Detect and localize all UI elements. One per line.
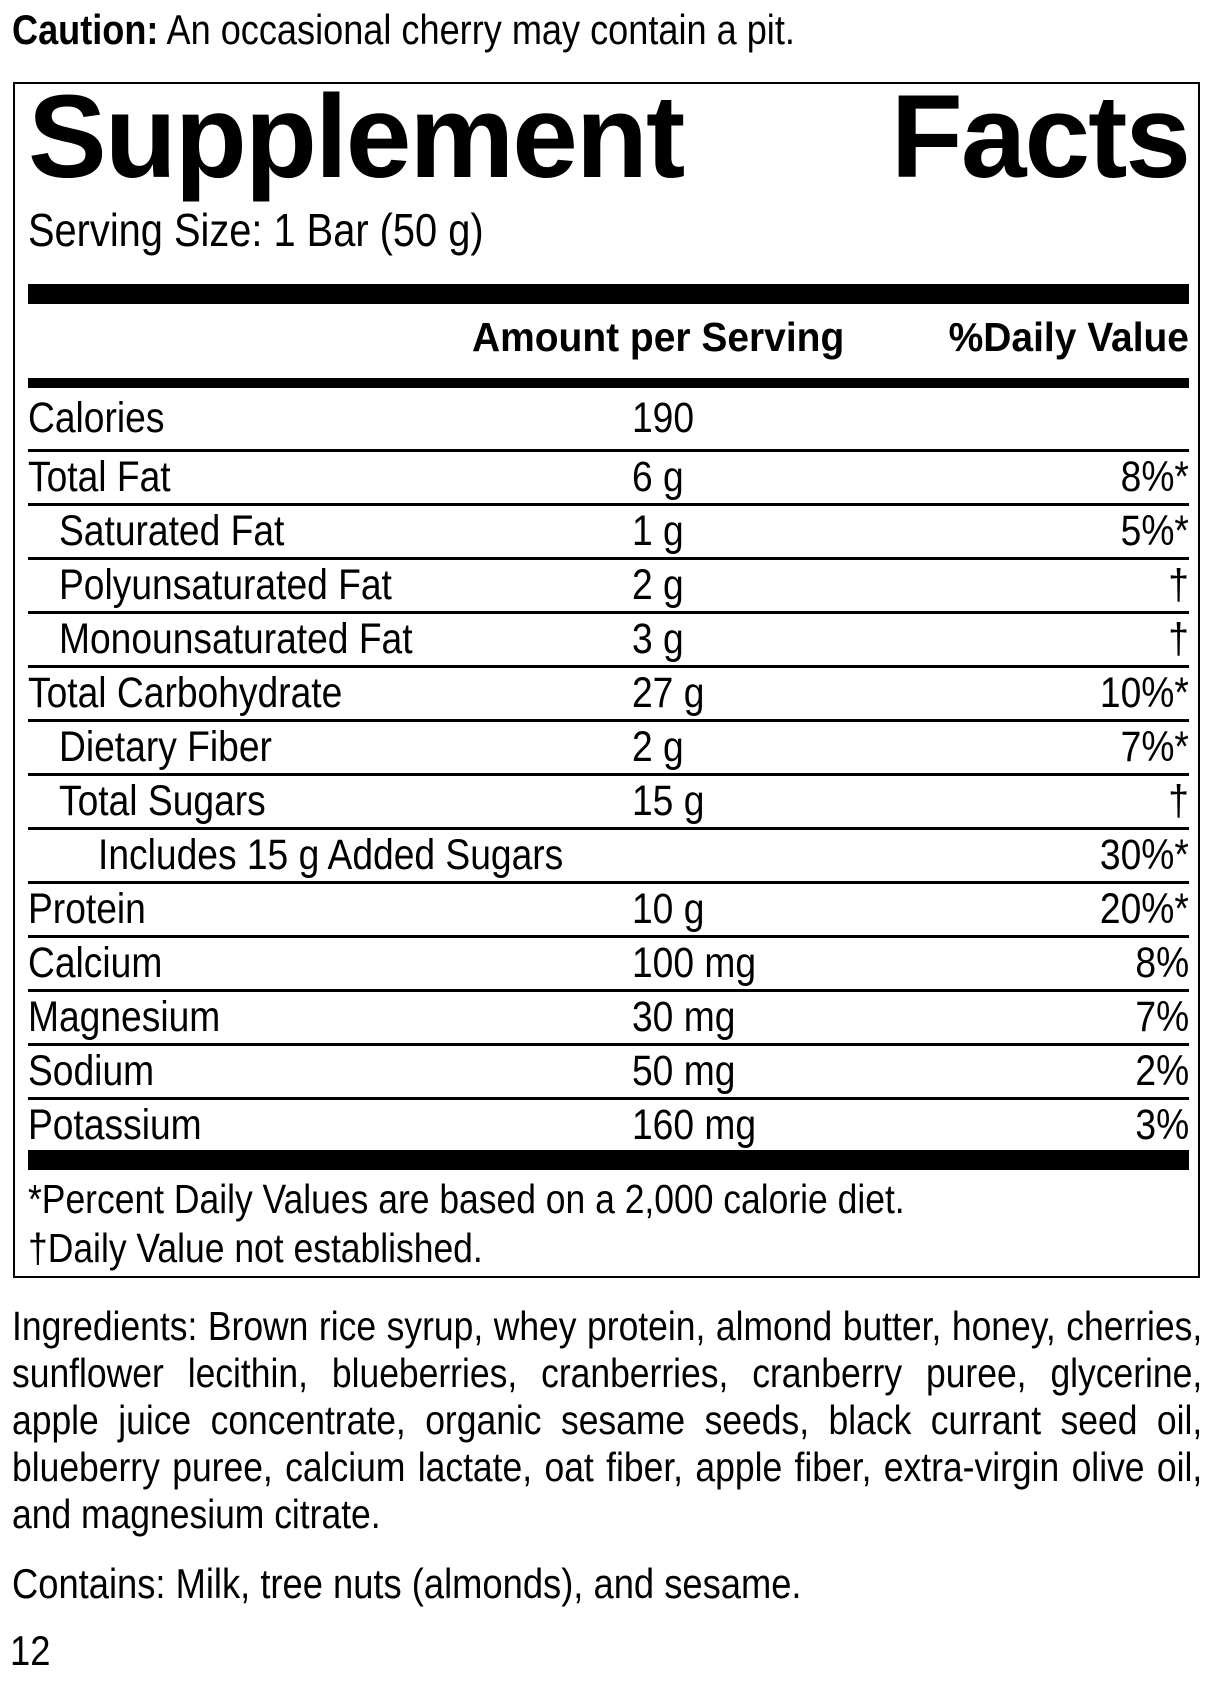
footnote-daily-value: *Percent Daily Values are based on a 2,000 calorie diet. xyxy=(28,1176,905,1222)
nutrient-dv-cell xyxy=(962,394,1189,443)
nutrient-row xyxy=(28,388,1189,452)
nutrient-row xyxy=(28,884,1189,938)
panel-title xyxy=(28,71,1189,203)
nutrient-row xyxy=(28,830,1189,884)
nutrient-name: Magnesium xyxy=(28,993,221,1041)
nutrient-amount-cell xyxy=(632,394,962,443)
nutrient-dv-cell xyxy=(962,723,1189,772)
nutrient-name: Protein xyxy=(28,885,146,933)
nutrient-dv-cell xyxy=(962,993,1189,1042)
nutrient-amount-cell xyxy=(632,669,962,718)
nutrient-dv-cell xyxy=(962,1101,1189,1150)
nutrient-amount: 100 mg xyxy=(632,939,757,987)
nutrient-name: Polyunsaturated Fat xyxy=(59,561,392,609)
nutrient-amount-cell xyxy=(632,453,962,502)
nutrient-amount-cell xyxy=(632,939,962,988)
nutrient-row xyxy=(28,1100,1189,1150)
nutrient-name-cell xyxy=(28,561,632,610)
nutrient-daily-value: 7%* xyxy=(1120,723,1189,771)
nutrient-name: Total Fat xyxy=(28,453,171,501)
nutrient-amount: 50 mg xyxy=(632,1047,736,1095)
nutrient-row xyxy=(28,722,1189,776)
nutrient-name-cell xyxy=(28,394,632,443)
nutrient-dv-cell xyxy=(962,453,1189,502)
nutrient-name-cell xyxy=(28,1101,632,1150)
nutrient-dv-cell xyxy=(962,561,1189,610)
panel-title-word-2: Facts xyxy=(890,71,1189,203)
nutrient-amount: 10 g xyxy=(632,885,705,933)
column-header-daily-value: %Daily Value xyxy=(948,313,1189,360)
nutrient-amount: 160 mg xyxy=(632,1100,757,1149)
nutrient-daily-value: 8% xyxy=(1135,939,1189,987)
nutrient-amount: 27 g xyxy=(632,669,705,717)
nutrient-name-cell xyxy=(28,453,632,502)
nutrient-name: Saturated Fat xyxy=(59,507,285,555)
nutrient-dv-cell xyxy=(962,831,1189,880)
nutrient-daily-value: 20%* xyxy=(1100,885,1189,933)
thick-divider-top xyxy=(28,284,1189,304)
nutrient-name-cell xyxy=(28,615,632,664)
nutrient-name: Total Sugars xyxy=(59,777,266,825)
nutrient-name-cell xyxy=(28,777,632,826)
caution-statement xyxy=(12,6,922,54)
nutrient-dv-cell xyxy=(962,1047,1189,1096)
nutrient-daily-value: 7% xyxy=(1135,993,1189,1041)
caution-text-wrap xyxy=(12,6,795,54)
ingredients-paragraph xyxy=(12,1303,1202,1538)
nutrient-row xyxy=(28,452,1189,506)
nutrient-amount-cell xyxy=(632,777,962,826)
caution-text: An occasional cherry may contain a pit. xyxy=(166,6,795,53)
nutrient-amount: 3 g xyxy=(632,615,684,663)
nutrient-daily-value: 10%* xyxy=(1100,669,1189,717)
nutrient-rows xyxy=(28,388,1189,1150)
nutrient-name: Includes 15 g Added Sugars xyxy=(98,831,564,879)
nutrient-name: Total Carbohydrate xyxy=(28,669,343,717)
nutrient-daily-value: † xyxy=(1168,561,1189,609)
thin-divider-header xyxy=(28,378,1189,388)
nutrient-row xyxy=(28,776,1189,830)
column-headers xyxy=(28,304,1189,378)
nutrient-name-cell xyxy=(28,507,632,556)
thick-divider-bottom xyxy=(28,1150,1189,1170)
nutrient-amount: 6 g xyxy=(632,453,684,501)
nutrient-dv-cell xyxy=(962,615,1189,664)
nutrient-dv-cell xyxy=(962,885,1189,934)
nutrient-daily-value: 8%* xyxy=(1120,453,1189,501)
nutrient-amount-cell xyxy=(632,1101,962,1150)
nutrient-name-cell xyxy=(28,669,632,718)
footnotes xyxy=(28,1170,1189,1273)
nutrient-name-cell xyxy=(28,831,632,880)
contains-statement: Contains: Milk, tree nuts (almonds), and sesame. xyxy=(12,1560,802,1607)
nutrient-amount-cell xyxy=(632,561,962,610)
nutrient-row xyxy=(28,938,1189,992)
nutrient-amount-cell xyxy=(632,723,962,772)
nutrient-dv-cell xyxy=(962,939,1189,988)
nutrient-amount: 2 g xyxy=(632,561,684,609)
nutrient-row xyxy=(28,560,1189,614)
nutrient-row xyxy=(28,614,1189,668)
nutrient-amount: 1 g xyxy=(632,507,684,555)
nutrient-amount: 2 g xyxy=(632,723,684,771)
nutrient-name-cell xyxy=(28,1047,632,1096)
nutrient-row xyxy=(28,668,1189,722)
nutrient-daily-value: 2% xyxy=(1135,1047,1189,1095)
nutrient-row xyxy=(28,1046,1189,1100)
nutrient-amount-cell xyxy=(632,1047,962,1096)
nutrient-name: Monounsaturated Fat xyxy=(59,615,413,663)
nutrient-row xyxy=(28,992,1189,1046)
nutrient-name: Dietary Fiber xyxy=(59,723,272,771)
nutrient-dv-cell xyxy=(962,507,1189,556)
nutrient-name-cell xyxy=(28,993,632,1042)
nutrient-name: Sodium xyxy=(28,1047,155,1095)
nutrient-name: Calories xyxy=(28,394,165,442)
nutrient-amount-cell xyxy=(632,885,962,934)
nutrient-amount: 15 g xyxy=(632,777,705,825)
ingredients-text: Ingredients: Brown rice syrup, whey protein, almond butter, honey, cherries, sunflower lecithin, blueberries, cranberries, cranberry puree, glycerine, apple juice concentrate, organic sesame seeds, black currant seed oil, blueberry puree, calcium lactate, oat fiber, apple fiber, extra-virgin olive oil, and magnesium citrate. xyxy=(12,1303,1203,1537)
footnote-dagger: †Daily Value not established. xyxy=(28,1225,483,1271)
caution-label: Caution: xyxy=(12,6,159,53)
nutrient-amount-cell xyxy=(632,507,962,556)
page-number: 12 xyxy=(10,1627,51,1674)
nutrient-name: Potassium xyxy=(28,1100,202,1149)
supplement-facts-panel xyxy=(13,71,1200,1278)
nutrient-amount-cell xyxy=(632,615,962,664)
nutrient-daily-value: † xyxy=(1168,777,1189,825)
nutrient-amount: 30 mg xyxy=(632,993,736,1041)
nutrient-name: Calcium xyxy=(28,939,163,987)
nutrient-daily-value: † xyxy=(1168,615,1189,663)
nutrient-dv-cell xyxy=(962,777,1189,826)
nutrient-daily-value: 3% xyxy=(1135,1100,1189,1149)
column-header-amount: Amount per Serving xyxy=(472,313,845,360)
nutrient-row xyxy=(28,506,1189,560)
nutrient-name-cell xyxy=(28,939,632,988)
panel-title-word-1: Supplement xyxy=(28,71,684,203)
nutrient-amount-cell xyxy=(632,993,962,1042)
nutrient-name-cell xyxy=(28,723,632,772)
nutrient-amount: 190 xyxy=(632,394,695,442)
nutrient-daily-value: 30%* xyxy=(1100,831,1189,879)
nutrient-daily-value: 5%* xyxy=(1120,507,1189,555)
nutrient-amount-cell xyxy=(632,831,962,880)
nutrient-name-cell xyxy=(28,885,632,934)
serving-size: Serving Size: 1 Bar (50 g) xyxy=(28,204,484,256)
nutrient-dv-cell xyxy=(962,669,1189,718)
